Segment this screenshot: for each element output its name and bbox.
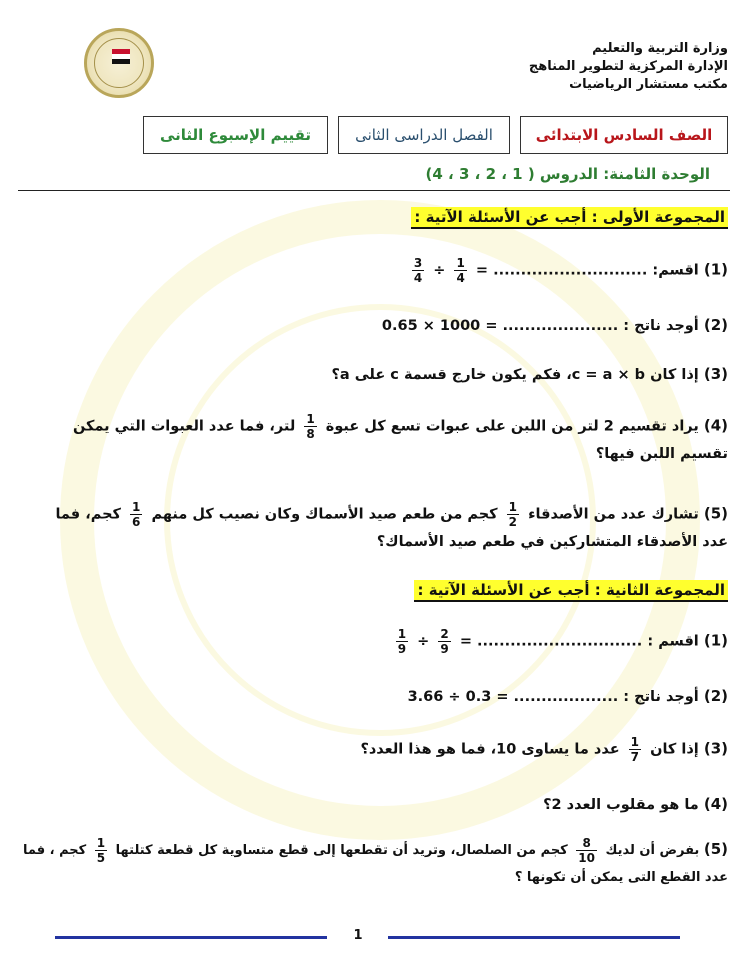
- g1-question-3: [331, 361, 728, 388]
- equals-sign: =: [475, 262, 489, 279]
- question-number: (1): [703, 631, 728, 650]
- grade-box: الصف السادس الابتدائى: [520, 116, 728, 154]
- ministry-header: [529, 40, 728, 94]
- ministry-name: وزارة التربية والتعليم: [592, 41, 728, 56]
- question-number: (5): [703, 504, 728, 523]
- fraction: $\frac{1}{2}$: [508, 500, 518, 529]
- g2-question-3: [360, 735, 728, 764]
- egypt-flag-icon: [112, 49, 130, 64]
- question-text: أوجد ناتج :: [623, 318, 699, 334]
- question-text: عدد الأصدقاء المتشاركين في طعم صيد الأسماك؟: [376, 534, 728, 550]
- question-number: (4): [703, 795, 728, 813]
- assessment-box: تقييم الإسبوع الثانى: [143, 116, 328, 154]
- header-divider: [18, 190, 730, 191]
- question-number: (3): [703, 739, 728, 758]
- divide-sign: ÷: [417, 633, 430, 650]
- answer-blank: ..............................: [477, 633, 643, 650]
- g1-question-2: [382, 312, 728, 339]
- math-expression: c = a × b: [571, 367, 646, 383]
- answer-blank: .....................: [502, 318, 619, 334]
- question-text: إذا كان: [650, 367, 699, 383]
- g2-question-2: [408, 683, 728, 710]
- g2-question-4: [543, 791, 728, 818]
- question-number: (2): [703, 687, 728, 705]
- question-number: (2): [703, 316, 728, 334]
- g1-question-1: [408, 256, 728, 285]
- equals-sign: =: [459, 633, 472, 650]
- group1-title: المجموعة الأولى : أجب عن الأسئلة الآتية :: [411, 207, 728, 229]
- fraction: $\frac{1}{7}$: [630, 735, 640, 764]
- question-text: بفرض أن لديك: [605, 843, 700, 858]
- fraction: $\frac{1}{8}$: [306, 412, 315, 441]
- fraction: $\frac{3}{4}$: [413, 256, 423, 285]
- question-text: عدد ما يساوى 10، فما هو هذا العدد؟: [360, 741, 620, 758]
- g1-question-4: [22, 412, 728, 467]
- answer-blank: ............................: [493, 262, 648, 279]
- math-expression: 0.65 × 1000 =: [381, 318, 498, 334]
- question-text: عدد القطع التى يمكن أن تكونها ؟: [514, 870, 728, 885]
- question-text: أوجد ناتج :: [623, 689, 699, 705]
- term-box: الفصل الدراسى الثانى: [338, 116, 510, 154]
- math-expression: 3.66 ÷ 0.3 =: [407, 689, 509, 705]
- fraction: $\frac{2}{9}$: [440, 627, 449, 656]
- question-number: (5): [703, 840, 728, 858]
- fraction: $\frac{1}{9}$: [397, 627, 407, 656]
- info-boxes: [0, 116, 750, 156]
- question-text: كجم من الصلصال، وتريد أن تقطعها إلى قطع متساوية كل قطعة كتلتها: [115, 843, 568, 858]
- footer-line-left: [55, 936, 327, 939]
- question-text: كجم، فما: [55, 506, 121, 523]
- g2-question-1: [392, 627, 728, 656]
- question-text: تقسيم اللبن فيها؟: [595, 446, 728, 462]
- question-text: اقسم:: [652, 262, 699, 279]
- question-text: كجم ، فما: [23, 843, 87, 858]
- question-number: (4): [703, 416, 728, 435]
- ministry-logo: [84, 28, 154, 98]
- question-number: (1): [703, 260, 728, 279]
- question-text: ، فكم يكون خارج قسمة c على a؟: [331, 367, 572, 383]
- page-number: 1: [353, 928, 363, 943]
- question-text: تشارك عدد من الأصدقاء: [528, 506, 699, 523]
- question-text: ما هو مقلوب العدد 2؟: [543, 797, 699, 813]
- divide-sign: ÷: [433, 262, 446, 279]
- unit-title: الوحدة الثامنة: الدروس ( 1 ، 2 ، 3 ، 4): [425, 165, 710, 183]
- g1-question-5: [14, 500, 728, 555]
- fraction: $\frac{1}{4}$: [456, 256, 465, 285]
- group2-title: المجموعة الثانية : أجب عن الأسئلة الآتية :: [414, 580, 728, 602]
- answer-blank: ...................: [513, 689, 619, 705]
- fraction: $\frac{1}{6}$: [132, 500, 141, 529]
- fraction: $\frac{8}{10}$: [578, 836, 595, 865]
- question-text: إذا كان: [650, 741, 699, 758]
- question-number: (3): [703, 365, 728, 383]
- office-name: مكتب مستشار الرياضيات: [569, 77, 728, 92]
- fraction: $\frac{1}{5}$: [96, 836, 106, 865]
- question-text: كجم من طعم صيد الأسماك وكان نصيب كل منهم: [151, 506, 498, 523]
- g2-question-5: [14, 836, 728, 891]
- question-text: يراد تقسيم 2 لتر من اللبن على عبوات تسع كل عبوة: [325, 418, 699, 435]
- question-text: لتر، فما عدد العبوات التي يمكن: [72, 418, 296, 435]
- question-text: اقسم :: [647, 633, 699, 650]
- footer-line-right: [388, 936, 680, 939]
- department-name: الإدارة المركزية لتطوير المناهج: [528, 59, 728, 74]
